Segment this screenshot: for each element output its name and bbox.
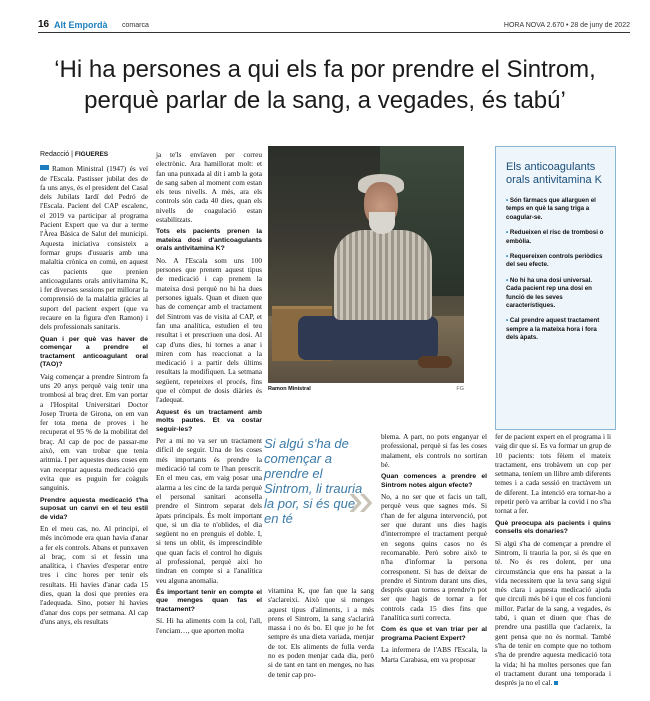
column-5 bbox=[495, 432, 611, 691]
paragraph: Vaig començar a prendre Sintrom fa uns 20 anys perquè vaig tenir una trombosi al braç dret. Em van portar a l'Hospital Universitari Doctor Josep Trueta de Girona, on em van fer tota mena de proves i he recuperat el 95 % de la mobilitat del braç. Al cap de poc de passar-me això, em van trobar que tenia aritmia. I per aquestes dues coses em van receptar aquesta medicació que evita que es puguin fer coàguls sanguinis. bbox=[40, 371, 148, 493]
photo-caption bbox=[268, 386, 464, 392]
issue-info: HORA NOVA 2.670 • 28 de juny de 2022 bbox=[503, 22, 630, 29]
column-3 bbox=[268, 586, 374, 683]
info-box-title: Els anticoagulants orals antivitamina K bbox=[506, 161, 602, 186]
photo-striped-shirt bbox=[334, 230, 432, 320]
subsection-name: comarca bbox=[122, 22, 149, 29]
list-item: • No hi ha una dosi universal. Cada pacient rep una dosi en funció de les seves característiques. bbox=[506, 277, 607, 311]
photo-trousers bbox=[298, 316, 438, 360]
list-item: • Redueixen el risc de trombosi o embòlia. bbox=[506, 229, 607, 246]
paragraph: La infermera de l'ABS l'Escala, la Marta Carabasa, em va proposar bbox=[381, 645, 487, 664]
column-1 bbox=[40, 150, 148, 630]
question: Tots els pacients prenen la mateixa dosi d'anticoagulants orals antivitamina K? bbox=[156, 228, 262, 253]
headline-line-1: ‘Hi ha persones a qui els fa por prendre el Sintrom, bbox=[54, 56, 596, 83]
header-rule bbox=[38, 32, 630, 33]
paragraph: Ramon Ministral (1947) és veí de l'Escala. Pastisser jubilat des de fa uns anys, és el president del Casal dels Jubilats Iardí del Pedró de l'Escala. Pacient del CAP escalenc, el 2019 va participar al programa Pacient Expert que va dur a terme l'Àrea Bàsica de Salut del municipi. Aquesta iniciativa consisteix a formar grups d'usuaris amb una malaltia crònica en comú, en aquest cas pacients que prenien anticoagulants orals antivitamina K, i fer diverses sessions per millorar la comprensió de la malaltia gràcies al suport del pacient expert (que va recaure en la figura d'en Ramon) i dels professionals sanitaris. bbox=[40, 164, 148, 332]
photo-shoe bbox=[418, 356, 452, 368]
list-item: • Són fàrmacs que allarguen el temps en què la sang triga a coagular-se. bbox=[506, 197, 607, 222]
paragraph: Si algú s'ha de començar a prendre el Sintrom, li trauria la por, si és que en té. No és res dolent, per una circumstància que ens ha passat a la vida necessitem que la teva sang sigui més clara i aquesta medicació ajuda que circuli més bé i que el cos funcioni millor. Parlar de la sang, a vegades, és tabú, i quan et diuen que t'has de prendre una pastilla que t'aclareix, la gent pensa que no és normal. També s'ha de tenir en compte que no tothom s'ha de prendre aquesta medicació tota la vida; hi ha moltes persones que fan el tractament durant una temporada i després ja no el cal. bbox=[495, 538, 611, 688]
paragraph: Per a mi no va ser un tractament difícil de seguir. Una de les coses més importants és prendre la medicació tal com te l'han prescrit. En el meu cas, em vaig posar una alarma a les cinc de la tarda perquè el personal sanitari aconsella prendre el Sintrom separat dels àpats principals. És molt important que, si un dia te n'oblides, el dia següent no en prenguis el doble. I, si tens un oblit, és imprescindible que quan facis el control ho diguis al professional, perquè així ho tindran en compte si a l'analítica veu alguna anomalia. bbox=[156, 436, 262, 585]
question: Aquest és un tractament amb molts pautes. Et va costar seguir-les? bbox=[156, 408, 262, 433]
paragraph: fer de pacient expert en el programa i li vaig dir que sí. Es va formar un grup de 10 pacients: tots fèiem el mateix tractament, ens trobàvem un cop per setmana, teníem un llibre amb diferents temes i a cada sessió en tractàvem un de diferent. La intenció era tornar-ho a repetir però va arribar la covid i no s'ha tornat a fer. bbox=[495, 432, 611, 516]
end-mark-icon bbox=[554, 681, 558, 685]
bullet-marker bbox=[40, 165, 49, 170]
photo-credit: FG bbox=[456, 386, 464, 392]
section-name: Alt Empordà bbox=[54, 20, 108, 30]
info-box-list bbox=[496, 197, 615, 343]
paragraph: Sí. Hi ha aliments com la col, l'all, l'enciam…, que aporten molta bbox=[156, 616, 262, 635]
list-item: • Requereixen controls periòdics del seu efecte. bbox=[506, 253, 607, 270]
photo-beard bbox=[369, 212, 395, 234]
question: És important tenir en compte el que menges quan fas el tractament? bbox=[156, 588, 262, 613]
question: Què preocupa als pacients i quins consells els donaries? bbox=[495, 519, 611, 536]
headline-line-2: perquè parlar de la sang, a vegades, és tabú’ bbox=[84, 87, 566, 114]
byline: Redacció | FIGUERES bbox=[40, 151, 109, 158]
paragraph: No. A l'Escala som uns 100 persones que prenem aquest tipus de medicació i cap prenem la mateixa dosi perquè no hi ha dues persones iguals. Quan et diuen que has de començar amb el tractament del Sintrom vas de visita al CAP, et fan una analítica, estudien el teu resultat i et prescriuen una dosi. Al cap d'uns dies, hi tornes a anar i miren com has reaccionat a la medicació i a partir dels últims resultats la modifiquen. La setmana següent, repeteixes el procés, fins que el còmput de dosis diàries és l'adequat. bbox=[156, 255, 262, 405]
column-2 bbox=[156, 150, 262, 639]
paragraph: En el meu cas, no. Al principi, el més incòmode era quan havia d'anar a fer els controls. Abans et punxaven al braç, com si et fessin una analítica, i t'havies d'esperar entre tres i cinc hores per tenir els resultats. Hi havies d'anar cada 15 dies, quan la dosi que prenies era l'adequada. Sino, potser hi havies d'anar dos cops per setmana. Al cap d'uns anys, els resultats bbox=[40, 524, 148, 626]
pull-quote: Si algú s'ha de començar a prendre el Sintrom, li trauria la por, si és que en té » bbox=[264, 436, 374, 526]
question: Quan i per què vas haver de començar a prendre el tractament anticoagulant oral (TAO)? bbox=[40, 335, 148, 369]
quote-mark-icon: » bbox=[348, 473, 374, 525]
paragraph: ja te'ls envïaven per correu electrònic. Ara hamillorat molt: et fan una punxada al dit i amb la gota de sang saben al moment com estan els teus nivells. A més, ara els controls són cada 40 dies, quan els nivells de coagulació estan estabilitzats. bbox=[156, 150, 262, 225]
headline bbox=[20, 54, 630, 116]
question: Prendre aquesta medicació t'ha suposat un canvi en el teu estil de vida? bbox=[40, 496, 148, 521]
question: Com és que et van triar per al programa Pacient Expert? bbox=[381, 626, 487, 642]
portrait-photo bbox=[268, 146, 464, 383]
column-4 bbox=[381, 432, 487, 668]
page-number: 16 bbox=[38, 19, 50, 30]
info-box bbox=[495, 146, 616, 430]
paragraph: No, a no ser que et facis un tall, perquè veus que sagnes més. Si t'han de fer alguna intervenció, pot ser que durant uns dies hagis d'interrompre el tractament perquè en segons quins casos no és recomanable. Però sobre això te n'ha d'informar la persona corresponent. Si has de deixar de prendre el Sintrom durant uns dies, després quan tornes a prendre'n pot ser que hagis de tornar a fer controls cada 15 dies fins que l'analítica surti correcta. bbox=[381, 492, 487, 623]
paragraph: vitamina K, que fan que la sang s'aclareixi. Això que si menges aquest tipus d'aliments, i a més prens el Sintrom, la sang s'aclarirà massa i no és bo. El que jo he fet sempre és una dieta variada, menjar de tot. Els aliments de fulla verda no es poden menjar cada dia, però si de tant en tant en menges, no has de tenir cap pro- bbox=[268, 586, 374, 679]
list-item: • Cal prendre aquest tractament sempre a la mateixa hora i fora dels àpats. bbox=[506, 317, 607, 342]
caption-name: Ramon Ministral bbox=[268, 386, 311, 392]
paragraph: blema. A part, no pots enganyar el professional, perquè si fas les coses malament, els controls no sortiran bé. bbox=[381, 432, 487, 469]
question: Quan comences a prendre el Sintrom notes algun efecte? bbox=[381, 473, 487, 489]
page-header bbox=[38, 18, 630, 32]
